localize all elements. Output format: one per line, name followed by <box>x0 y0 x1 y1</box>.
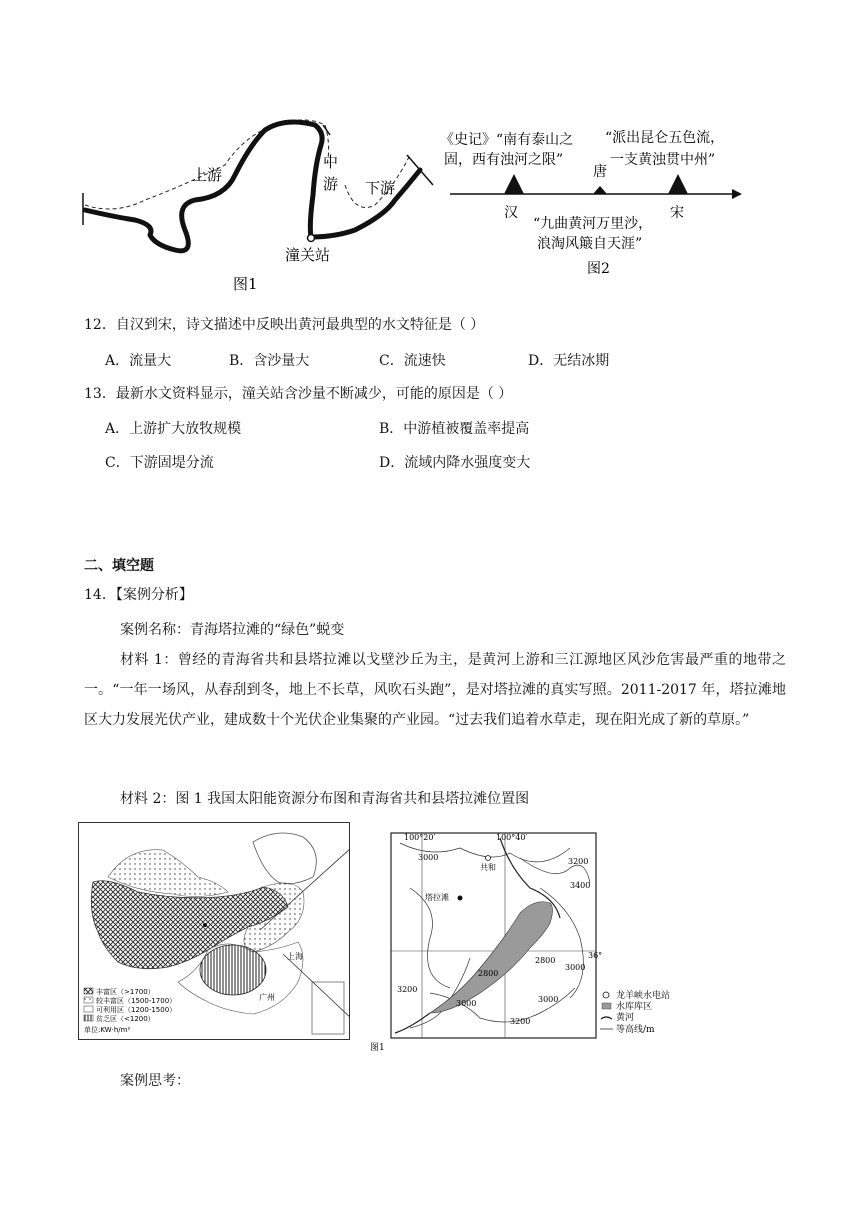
label-middle-2: 游 <box>323 175 339 193</box>
legend-poor: 贫乏区（<1200） <box>96 1015 155 1023</box>
city-shanghai: 上海 <box>287 952 303 961</box>
legend-contour: 等高线/m <box>616 1025 655 1035</box>
coord-36: 36° <box>588 951 603 960</box>
contour-3000-d: 3000 <box>565 963 586 972</box>
quote1-line1: 《史记》“南有泰山之 <box>440 132 574 148</box>
contour-3000-a: 3000 <box>418 853 439 862</box>
contour-3000-b: 3000 <box>456 999 477 1008</box>
fig1-caption: 图1 <box>233 275 258 293</box>
q12-option-b[interactable]: B．含沙量大 <box>229 353 310 369</box>
contour-2800-a: 2800 <box>478 969 499 978</box>
label-lower: 下游 <box>365 179 396 197</box>
figure-timeline <box>440 120 750 280</box>
quote1-line2: 固，西有浊河之限” <box>444 152 564 168</box>
q13-option-b[interactable]: B．中游植被覆盖率提高 <box>379 421 530 437</box>
bottom-figure-caption: 图1 <box>370 1043 385 1053</box>
fig2-caption: 图2 <box>587 261 610 277</box>
legend-rich: 丰富区（>1700） <box>96 988 155 996</box>
legend-unit: 单位:KW·h/m² <box>84 1026 131 1034</box>
section-heading: 二、填空题 <box>84 558 154 574</box>
material-1: 材料 1：曾经的青海省共和县塔拉滩以戈壁沙丘为主，是黄河上游和三江源地区风沙危害最严重的地带之一。“一年一场风，从春刮到冬，地上不长草，风吹石头跑”，是对塔拉滩的真实写照。2011-2017 年，塔拉滩地区大力发展光伏产业，建成数十个光伏企业集聚的产业园。“过去我们追着水草走，现在阳光成了新的草原。” <box>84 652 786 728</box>
q12-stem: 12．自汉到宋，诗文描述中反映出黄河最典型的水文特征是（ ） <box>84 317 485 333</box>
dynasty-song: 宋 <box>670 205 684 221</box>
material-2: 材料 2：图 1 我国太阳能资源分布图和青海省共和县塔拉滩位置图 <box>120 791 530 807</box>
place-gonghe: 共和 <box>480 863 496 872</box>
contour-3200-b: 3200 <box>510 1017 531 1026</box>
contour-3200-a: 3200 <box>397 985 418 994</box>
figure-yellow-river-map <box>75 105 445 295</box>
q14-title: 14．【案例分析】 <box>84 587 193 603</box>
dynasty-han: 汉 <box>504 205 518 221</box>
legend-hydropower-station: 龙羊峡水电站 <box>616 991 671 1001</box>
q13-option-c[interactable]: C．下游固堤分流 <box>105 455 214 471</box>
quote2-line1: “派出昆仑五色流， <box>605 130 725 146</box>
q12-option-d[interactable]: D．无结冰期 <box>528 353 610 369</box>
label-station: 潼关站 <box>285 246 331 264</box>
figure-china-solar-map <box>78 822 350 1040</box>
case-name: 案例名称：青海塔拉滩的“绿色”蜕变 <box>120 622 345 638</box>
contour-2800-b: 2800 <box>535 956 556 965</box>
q13-option-d[interactable]: D．流域内降水强度变大 <box>379 455 531 471</box>
q12-option-a[interactable]: A．流量大 <box>105 353 172 369</box>
case-thinking: 案例思考： <box>120 1073 190 1089</box>
figure-talatan-detail-map <box>370 828 690 1060</box>
contour-3200-c: 3200 <box>568 857 589 866</box>
legend-reservoir: 水库库区 <box>616 1002 653 1012</box>
coord-100-20: 100°20′ <box>404 833 436 842</box>
label-middle-1: 中 <box>323 153 339 171</box>
quote3-line1: “九曲黄河万里沙， <box>533 216 653 232</box>
label-upper: 上游 <box>192 166 223 184</box>
q13-stem: 13．最新水文资料显示，潼关站含沙量不断减少，可能的原因是（ ） <box>84 386 513 402</box>
dynasty-tang: 唐 <box>593 164 607 180</box>
legend-yellow-river: 黄河 <box>616 1013 635 1023</box>
contour-3400: 3400 <box>570 881 591 890</box>
place-talatan: 塔拉滩 <box>425 893 449 902</box>
q13-option-a[interactable]: A．上游扩大放牧规模 <box>105 421 242 437</box>
coord-100-40: 100°40′ <box>496 833 528 842</box>
quote2-line2: 一支黄浊贯中州” <box>610 152 716 168</box>
quote3-line2: 浪淘风簸自天涯” <box>537 236 643 252</box>
legend-fairly-rich: 较丰富区（1500-1700） <box>96 997 177 1005</box>
contour-3000-c: 3000 <box>538 995 559 1004</box>
city-guangzhou: 广州 <box>259 993 275 1002</box>
q12-option-c[interactable]: C．流速快 <box>379 353 446 369</box>
legend-usable: 可利用区（1200-1500） <box>96 1006 177 1014</box>
